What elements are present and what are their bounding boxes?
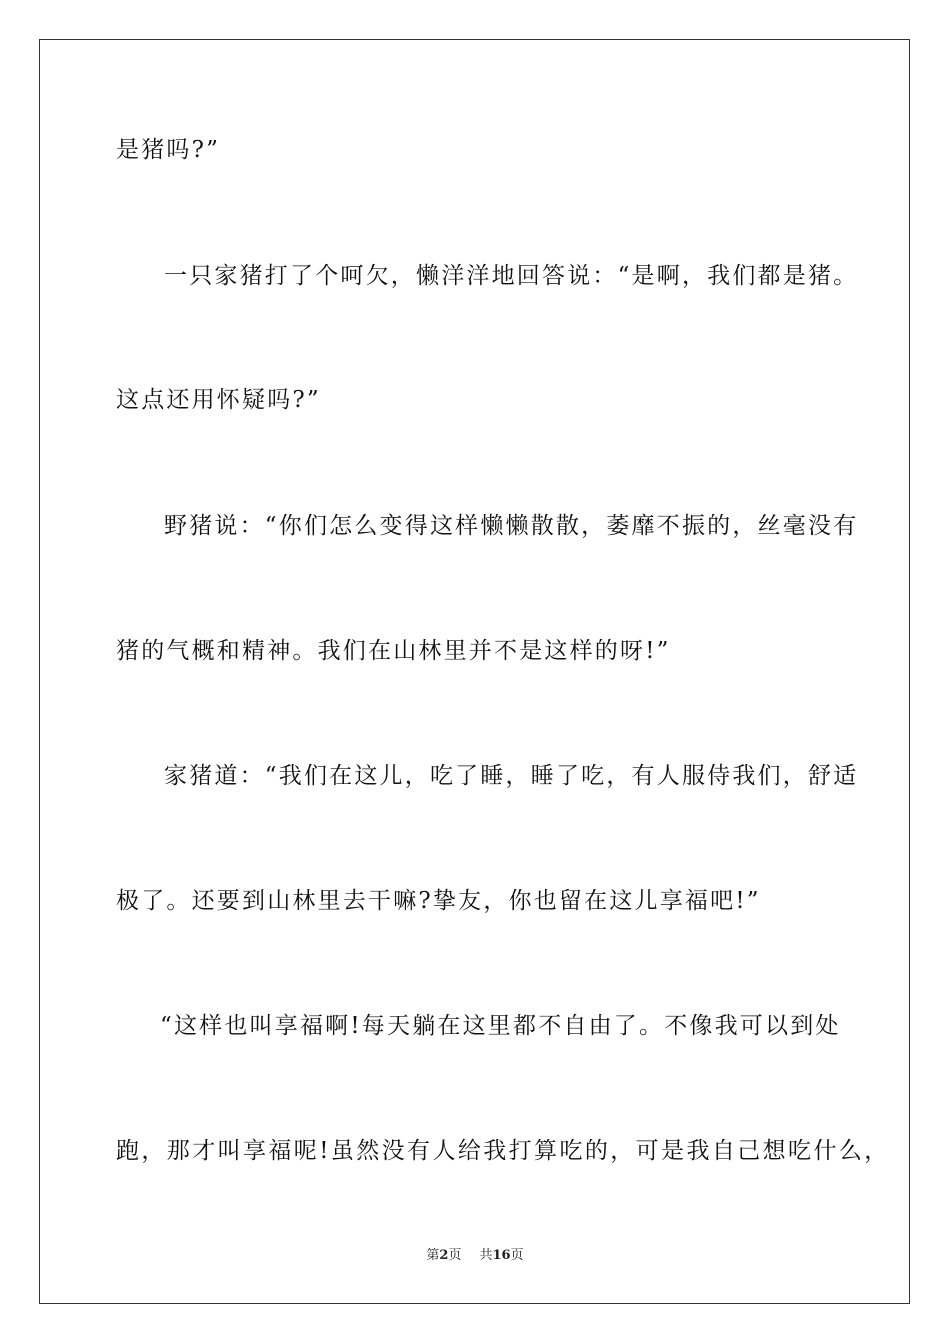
text-line-5: 猪的气概和精神。我们在山林里并不是这样的呀!” — [116, 638, 671, 664]
text-line-7: 极了。还要到山林里去干嘛?挚友，你也留在这儿享福吧!” — [116, 888, 761, 914]
text-line-6: 家猪道：“我们在这儿，吃了睡，睡了吃，有人服侍我们，舒适 — [164, 763, 859, 789]
page-prefix: 第 — [426, 1248, 440, 1263]
text-line-2: 一只家猪打了个呵欠，懒洋洋地回答说：“是啊，我们都是猪。 — [164, 263, 859, 289]
page-footer — [0, 1247, 950, 1265]
text-line-1: 是猪吗?” — [116, 137, 221, 163]
page-border — [39, 39, 910, 1304]
total-prefix: 共 — [479, 1248, 493, 1263]
text-line-8: “这样也叫享福啊!每天躺在这里都不自由了。不像我可以到处 — [160, 1013, 841, 1039]
total-pages: 16 — [492, 1248, 511, 1263]
total-suffix: 页 — [510, 1248, 524, 1263]
page-number: 2 — [439, 1248, 449, 1263]
page-suffix: 页 — [448, 1248, 462, 1263]
text-line-4: 野猪说：“你们怎么变得这样懒懒散散，萎靡不振的，丝毫没有 — [164, 513, 859, 539]
text-line-3: 这点还用怀疑吗?” — [116, 387, 321, 413]
text-line-9: 跑，那才叫享福呢!虽然没有人给我打算吃的，可是我自己想吃什么， — [116, 1138, 890, 1164]
